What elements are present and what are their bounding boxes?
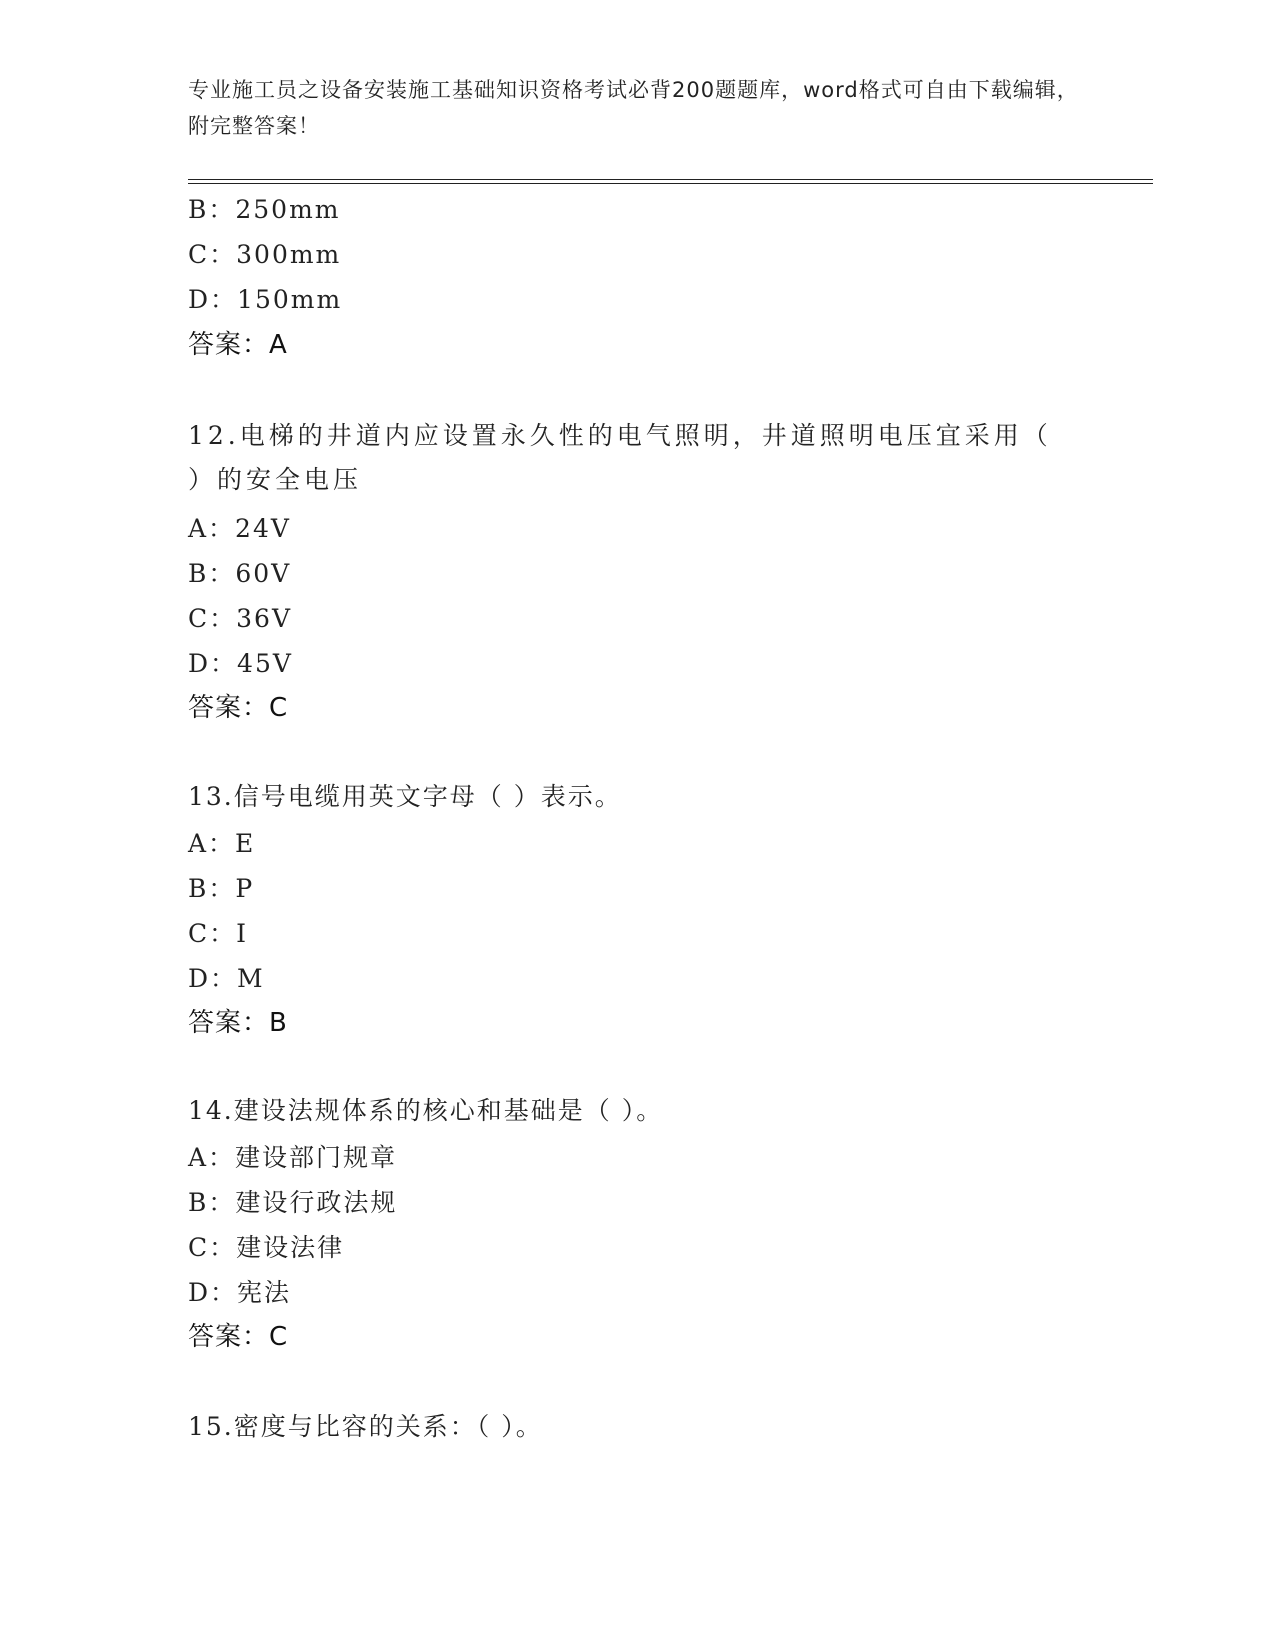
answer-line: 答案：B [188,1008,288,1038]
question-13: 13.信号电缆用英文字母（ ）表示。 [188,782,622,811]
option-b: B：P [188,874,255,903]
question-14: 14.建设法规体系的核心和基础是（ ）。 [188,1096,664,1125]
option-a: A：24V [188,514,291,543]
header-rule-bottom [188,183,1153,184]
question-12: 12.电梯的井道内应设置永久性的电气照明，井道照明电压宜采用（ ）的安全电压 [188,421,1052,494]
answer-line: 答案：C [188,693,289,723]
option-a: A：建设部门规章 [188,1143,398,1172]
option-d: D：150mm [188,285,343,314]
option-c: C：建设法律 [188,1233,345,1262]
option-a: A：E [188,829,256,858]
option-c: C：I [188,919,249,948]
option-b: B：60V [188,559,292,588]
option-d: D：M [188,964,265,993]
answer-line: 答案：C [188,1322,289,1352]
option-b: B：建设行政法规 [188,1188,398,1217]
option-c: C：300mm [188,240,342,269]
header-rule-top [188,179,1153,180]
answer-line: 答案：A [188,330,288,360]
option-c: C：36V [188,604,292,633]
document-header: 专业施工员之设备安装施工基础知识资格考试必背200题题库，word格式可自由下载编辑，附完整答案！ [188,78,1079,138]
option-d: D：45V [188,649,293,678]
question-15: 15.密度与比容的关系：（ ）。 [188,1412,543,1441]
option-b: B：250mm [188,195,341,224]
option-d: D：宪法 [188,1278,292,1307]
